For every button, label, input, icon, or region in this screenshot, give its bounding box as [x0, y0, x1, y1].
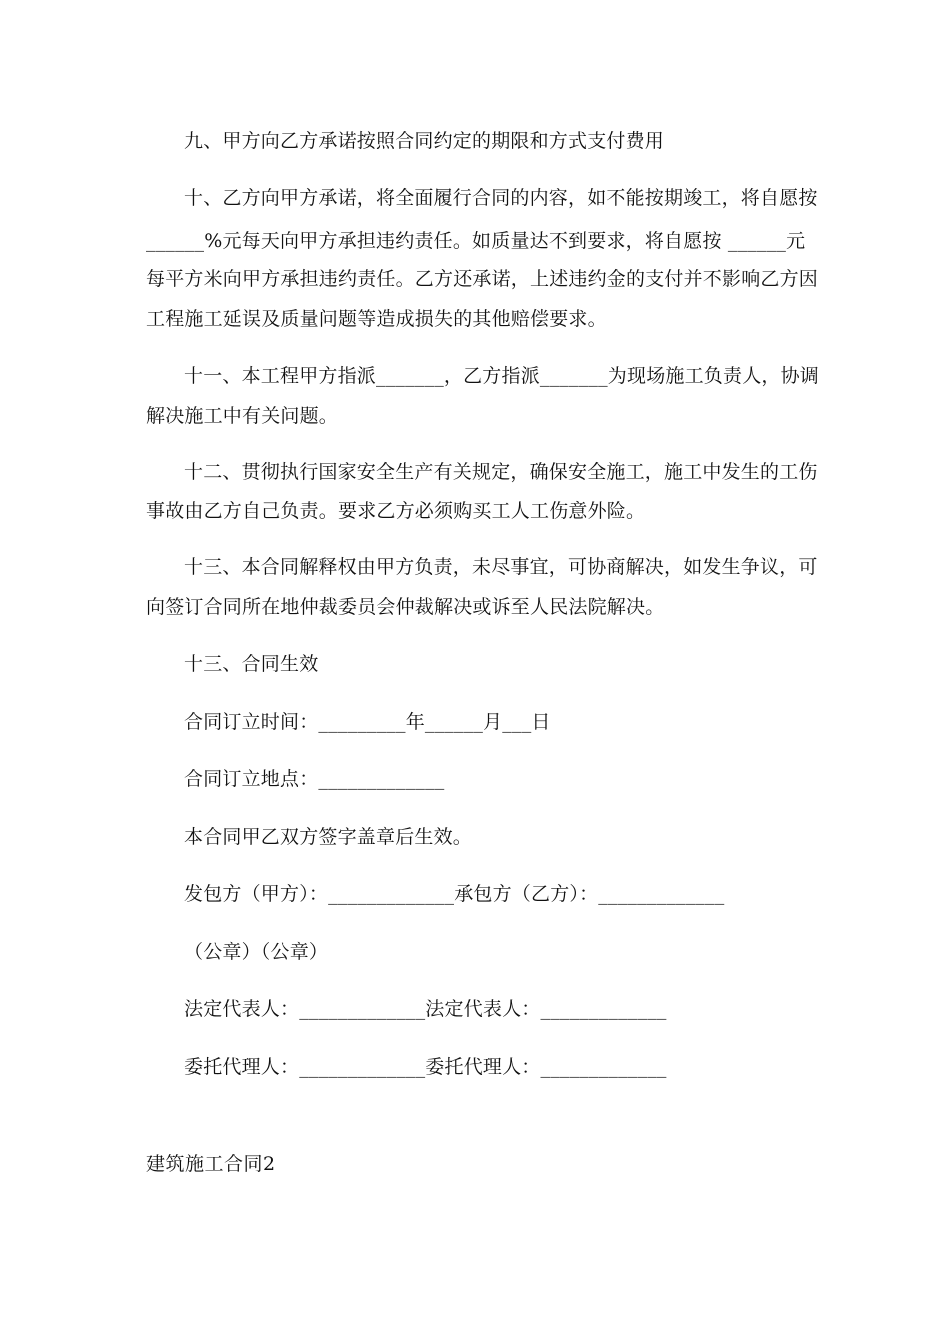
clause-10-line-2: ______%元每天向甲方承担违约责任。如质量达不到要求，将自愿按 ______元 — [146, 230, 806, 252]
authorized-agent-line: 委托代理人：_____________委托代理人：_____________ — [184, 1056, 667, 1078]
clause-10-line-1: 十、乙方向甲方承诺，将全面履行合同的内容，如不能按期竣工，将自愿按 — [184, 187, 818, 209]
clause-10-line-4: 工程施工延误及质量问题等造成损失的其他赔偿要求。 — [146, 308, 607, 330]
seal-line: （公章）（公章） — [184, 941, 329, 963]
clause-12-line-1: 十二、贯彻执行国家安全生产有关规定，确保安全施工，施工中发生的工伤 — [184, 461, 818, 483]
legal-representative-line: 法定代表人：_____________法定代表人：_____________ — [184, 998, 667, 1020]
section-title: 建筑施工合同2 — [146, 1153, 276, 1175]
clause-10-line-3: 每平方米向甲方承担违约责任。乙方还承诺，上述违约金的支付并不影响乙方因 — [146, 268, 819, 290]
signing-place-line: 合同订立地点：_____________ — [184, 768, 445, 790]
clause-13-effective: 十三、合同生效 — [184, 653, 319, 675]
clause-13-line-2: 向签订合同所在地仲裁委员会仲裁解决或诉至人民法院解决。 — [146, 596, 665, 618]
clause-11-line-1: 十一、本工程甲方指派_______，乙方指派_______为现场施工负责人，协调 — [184, 365, 820, 387]
effect-statement: 本合同甲乙双方签字盖章后生效。 — [184, 826, 473, 848]
clause-12-line-2: 事故由乙方自己负责。要求乙方必须购买工人工伤意外险。 — [146, 500, 646, 522]
signing-date-line: 合同订立时间：_________年______月___日 — [184, 711, 551, 733]
clause-13-line-1: 十三、本合同解释权由甲方负责，未尽事宜，可协商解决，如发生争议，可 — [184, 556, 818, 578]
parties-line: 发包方（甲方）：_____________承包方（乙方）：_____________ — [184, 883, 725, 905]
clause-11-line-2: 解决施工中有关问题。 — [146, 405, 339, 427]
clause-9: 九、甲方向乙方承诺按照合同约定的期限和方式支付费用 — [184, 130, 665, 152]
